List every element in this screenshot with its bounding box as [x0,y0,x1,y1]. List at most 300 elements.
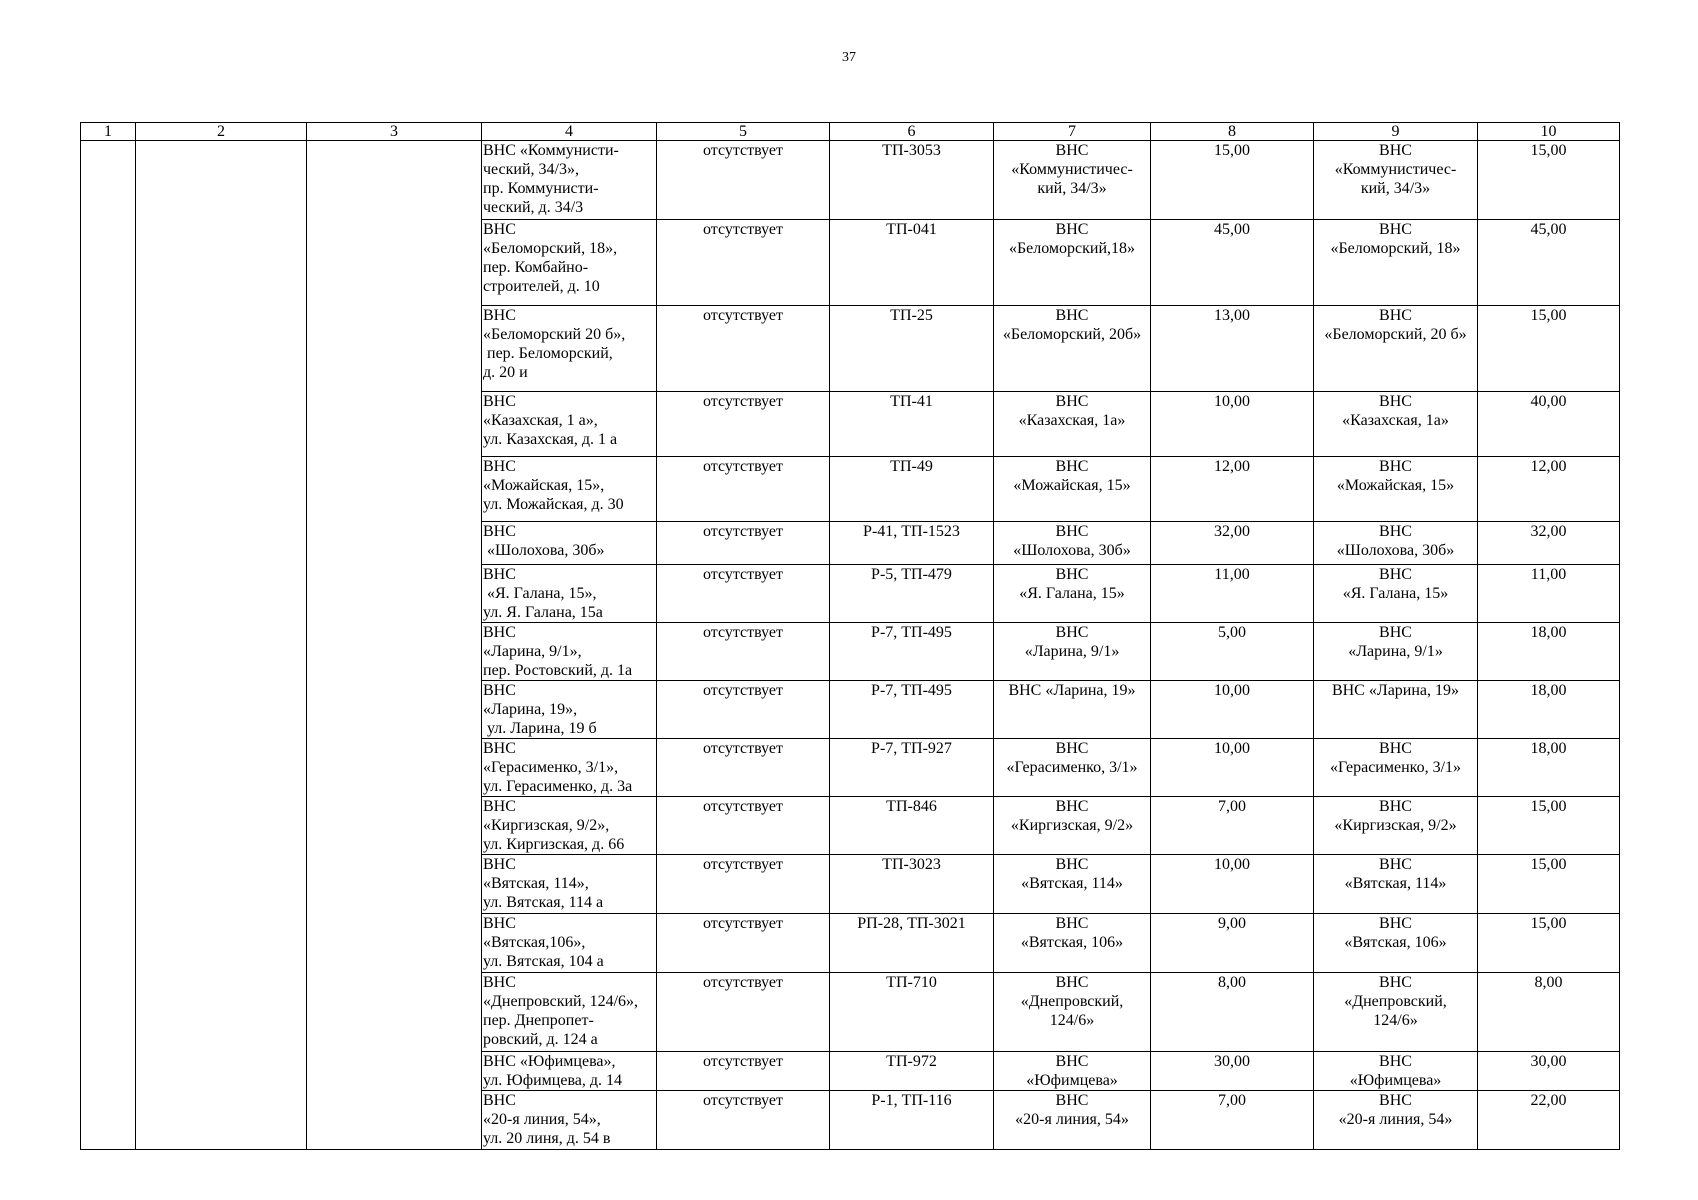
value-now-cell: 10,00 [1151,739,1314,797]
substation-cell: ТП-49 [830,457,994,522]
name-plan-line: 124/6» [1373,1012,1418,1029]
value-plan-cell: 32,00 [1478,522,1620,565]
object-line: пер. Ростовский, д. 1а [483,662,633,679]
name-plan-cell [1314,855,1478,914]
empty-cell [307,1052,482,1091]
status-cell: отсутствует [657,392,830,457]
name-plan-line: ВНС [1379,221,1412,238]
name-plan-cell [1314,914,1478,973]
empty-cell [307,220,482,306]
empty-cell [81,797,136,855]
empty-cell [136,623,307,681]
substation-cell: ТП-25 [830,306,994,392]
page-number: 37 [842,50,856,65]
empty-cell [81,565,136,623]
value-now-cell: 45,00 [1151,220,1314,306]
column-number: 5 [657,123,830,141]
name-plan-cell [1314,141,1478,220]
object-line: «Днепровский, 124/6», [483,993,639,1010]
table-row [81,623,1620,681]
name-plan-cell [1314,306,1478,392]
substation-cell: Р-7, ТП-495 [830,623,994,681]
substation-cell: РП-28, ТП-3021 [830,914,994,973]
object-line: «Ларина, 19», [483,701,578,718]
empty-cell [136,522,307,565]
name-now-line: кий, 34/3» [1037,180,1107,197]
table-row [81,1091,1620,1150]
object-line: ческий, д. 34/3 [483,199,584,216]
name-plan-cell [1314,565,1478,623]
value-now-cell: 30,00 [1151,1052,1314,1091]
name-now-cell [994,141,1151,220]
object-line: ул. Вятская, 104 а [483,953,604,970]
empty-cell [136,141,307,220]
object-line: «Вятская,106», [483,934,586,951]
empty-cell [81,457,136,522]
object-line: ул. Герасименко, д. 3а [483,778,633,795]
object-cell [482,522,657,565]
table-row [81,392,1620,457]
status-cell: отсутствует [657,522,830,565]
empty-cell [136,306,307,392]
name-now-cell [994,623,1151,681]
empty-cell [136,1091,307,1150]
name-now-line: «Я. Галана, 15» [1019,585,1125,602]
name-plan-line: «Шолохова, 30б» [1336,542,1455,559]
name-now-line: «20-я линия, 54» [1015,1111,1129,1128]
object-line: ул. Вятская, 114 а [483,894,604,911]
table-row [81,565,1620,623]
name-plan-cell [1314,739,1478,797]
empty-cell [307,855,482,914]
object-line: ВНС [483,798,516,815]
name-plan-line: ВНС [1379,566,1412,583]
name-plan-line: ВНС [1379,915,1412,932]
status-cell: отсутствует [657,973,830,1052]
empty-cell [307,973,482,1052]
name-now-line: ВНС [1055,221,1089,238]
table-row [81,1052,1620,1091]
object-line: д. 20 и [483,364,528,381]
object-cell [482,914,657,973]
name-now-line: «Вятская, 106» [1020,934,1124,951]
name-plan-line: «Коммунистичес- [1334,161,1457,178]
name-now-cell [994,1091,1151,1150]
empty-cell [136,855,307,914]
empty-cell [307,457,482,522]
name-now-line: ВНС «Ларина, 19» [1008,682,1136,699]
object-cell [482,220,657,306]
name-plan-line: ВНС [1379,798,1412,815]
column-number: 4 [482,123,657,141]
object-line: ВНС [483,221,516,238]
empty-cell [136,392,307,457]
empty-cell [81,392,136,457]
name-plan-line: ВНС «Ларина, 19» [1331,682,1460,699]
name-now-cell [994,681,1151,739]
empty-cell [81,1052,136,1091]
object-line: ВНС [483,566,516,583]
object-line: «Киргизская, 9/2», [483,817,610,834]
table-row [81,914,1620,973]
value-now-cell: 5,00 [1151,623,1314,681]
empty-cell [81,141,136,220]
object-line: «Я. Галана, 15», [483,585,597,602]
name-now-line: «Коммунистичес- [1011,161,1133,178]
object-cell [482,457,657,522]
object-line: «Ларина, 9/1», [483,643,582,660]
status-cell: отсутствует [657,623,830,681]
name-now-line: «Вятская, 114» [1021,875,1123,892]
column-number: 6 [830,123,994,141]
empty-cell [81,522,136,565]
empty-cell [307,522,482,565]
value-plan-cell: 12,00 [1478,457,1620,522]
object-cell [482,392,657,457]
value-now-cell: 32,00 [1151,522,1314,565]
status-cell: отсутствует [657,457,830,522]
object-line: ВНС «Коммунисти- [483,142,619,159]
status-cell: отсутствует [657,220,830,306]
name-plan-cell [1314,1052,1478,1091]
value-now-cell: 10,00 [1151,392,1314,457]
table-row [81,739,1620,797]
empty-cell [136,739,307,797]
substation-cell: Р-5, ТП-479 [830,565,994,623]
name-now-line: ВНС [1055,307,1089,324]
object-line: ВНС [483,915,516,932]
status-cell: отсутствует [657,914,830,973]
name-plan-line: «Ларина, 9/1» [1348,643,1443,660]
substation-cell: Р-41, ТП-1523 [830,522,994,565]
name-now-line: «Ларина, 9/1» [1024,643,1120,660]
value-now-cell: 13,00 [1151,306,1314,392]
column-number: 1 [81,123,136,141]
name-plan-line: ВНС [1379,740,1412,757]
name-now-line: ВНС [1055,915,1089,932]
name-now-line: ВНС [1055,624,1089,641]
name-plan-line: «Вятская, 106» [1344,934,1447,951]
value-plan-cell: 18,00 [1478,739,1620,797]
name-plan-cell [1314,392,1478,457]
object-line: ВНС [483,523,516,540]
empty-cell [307,681,482,739]
name-now-line: «Беломорский,18» [1008,240,1136,257]
status-cell: отсутствует [657,141,830,220]
name-now-line: ВНС [1055,393,1089,410]
object-cell [482,565,657,623]
name-now-cell [994,306,1151,392]
object-cell [482,681,657,739]
empty-cell [307,565,482,623]
name-now-line: ВНС [1055,523,1089,540]
name-now-line: «Герасименко, 3/1» [1006,759,1138,776]
object-cell [482,797,657,855]
name-plan-line: «Беломорский, 18» [1330,240,1461,257]
name-now-line: «Киргизская, 9/2» [1010,817,1134,834]
object-line: ВНС [483,624,516,641]
name-now-cell [994,914,1151,973]
name-now-line: ВНС [1055,856,1089,873]
object-line: «Вятская, 114», [483,875,589,892]
table-row [81,681,1620,739]
table-row [81,141,1620,220]
substation-cell: ТП-3023 [830,855,994,914]
empty-cell [81,1091,136,1150]
object-line: ческий, 34/3», [483,161,579,178]
status-cell: отсутствует [657,565,830,623]
name-plan-line: кий, 34/3» [1360,180,1431,197]
column-number-row [81,123,1620,141]
substation-cell: ТП-846 [830,797,994,855]
object-line: ул. 20 линя, д. 54 в [483,1130,611,1147]
table-row [81,306,1620,392]
name-plan-line: «Герасименко, 3/1» [1329,759,1462,776]
status-cell: отсутствует [657,739,830,797]
value-plan-cell: 11,00 [1478,565,1620,623]
object-line: «Беломорский, 18», [483,240,618,257]
value-plan-cell: 15,00 [1478,141,1620,220]
empty-cell [81,855,136,914]
object-cell [482,973,657,1052]
empty-cell [307,306,482,392]
object-line: ВНС [483,1092,516,1109]
name-now-line: «Беломорский, 20б» [1002,326,1142,343]
substation-cell: ТП-041 [830,220,994,306]
object-cell [482,306,657,392]
name-now-cell [994,522,1151,565]
substation-cell: Р-1, ТП-116 [830,1091,994,1150]
empty-cell [81,220,136,306]
value-plan-cell: 15,00 [1478,797,1620,855]
name-plan-line: ВНС [1379,142,1412,159]
name-plan-line: «Я. Галана, 15» [1342,585,1449,602]
object-cell [482,623,657,681]
status-cell: отсутствует [657,797,830,855]
object-line: ВНС [483,458,516,475]
object-line: ВНС [483,974,516,991]
name-now-line: ВНС [1055,974,1089,991]
name-now-line: ВНС [1055,1092,1089,1109]
name-plan-line: ВНС [1379,458,1412,475]
value-plan-cell: 8,00 [1478,973,1620,1052]
object-line: пр. Коммунисти- [483,180,599,197]
object-line: «Шолохова, 30б» [483,542,605,559]
empty-cell [81,623,136,681]
name-plan-cell [1314,623,1478,681]
status-cell: отсутствует [657,306,830,392]
name-now-line: ВНС [1055,798,1089,815]
name-now-line: ВНС [1055,142,1089,159]
object-line: строителей, д. 10 [483,278,600,295]
name-now-cell [994,1052,1151,1091]
name-plan-line: ВНС [1379,307,1412,324]
name-plan-line: ВНС [1379,393,1412,410]
value-now-cell: 11,00 [1151,565,1314,623]
object-line: ВНС [483,740,516,757]
empty-cell [307,739,482,797]
name-now-line: «Шолохова, 30б» [1013,542,1131,559]
empty-cell [307,141,482,220]
name-plan-line: «20-я линия, 54» [1338,1111,1453,1128]
object-line: «Беломорский 20 б», [483,326,626,343]
value-now-cell: 7,00 [1151,797,1314,855]
column-number: 8 [1151,123,1314,141]
empty-cell [136,681,307,739]
object-cell [482,739,657,797]
empty-cell [136,914,307,973]
name-plan-cell [1314,973,1478,1052]
object-line: ул. Можайская, д. 30 [483,496,624,513]
name-plan-line: ВНС [1379,624,1412,641]
table-row [81,220,1620,306]
object-line: ул. Ларина, 19 б [483,720,597,737]
name-now-cell [994,392,1151,457]
empty-cell [81,681,136,739]
status-cell: отсутствует [657,681,830,739]
object-line: ВНС [483,393,516,410]
value-plan-cell: 15,00 [1478,855,1620,914]
value-plan-cell: 22,00 [1478,1091,1620,1150]
name-now-cell [994,457,1151,522]
empty-cell [136,1052,307,1091]
name-plan-cell [1314,457,1478,522]
name-now-cell [994,855,1151,914]
column-number: 10 [1478,123,1620,141]
name-now-cell [994,973,1151,1052]
table-row [81,797,1620,855]
name-plan-line: ВНС [1379,856,1412,873]
object-line: ВНС [483,856,516,873]
name-plan-cell [1314,220,1478,306]
status-cell: отсутствует [657,855,830,914]
value-plan-cell: 15,00 [1478,306,1620,392]
name-plan-line: ВНС [1379,523,1412,540]
substation-cell: ТП-710 [830,973,994,1052]
value-now-cell: 7,00 [1151,1091,1314,1150]
table-row [81,457,1620,522]
column-number: 3 [307,123,482,141]
empty-cell [136,220,307,306]
name-plan-line: «Днепровский, [1344,993,1447,1010]
empty-cell [136,565,307,623]
column-number: 2 [136,123,307,141]
table-row [81,973,1620,1052]
name-now-line: ВНС [1055,458,1089,475]
empty-cell [136,973,307,1052]
name-plan-cell [1314,681,1478,739]
name-now-line: ВНС [1055,1053,1089,1070]
name-now-cell [994,565,1151,623]
object-cell [482,1052,657,1091]
value-plan-cell: 45,00 [1478,220,1620,306]
name-plan-cell [1314,1091,1478,1150]
value-plan-cell: 15,00 [1478,914,1620,973]
object-cell [482,1091,657,1150]
name-plan-line: ВНС [1379,1092,1412,1109]
object-line: «Можайская, 15», [483,477,605,494]
name-now-cell [994,739,1151,797]
object-line: «Герасименко, 3/1», [483,759,619,776]
empty-cell [307,623,482,681]
empty-cell [81,914,136,973]
substation-cell: Р-7, ТП-495 [830,681,994,739]
name-plan-line: «Киргизская, 9/2» [1334,817,1457,834]
value-now-cell: 10,00 [1151,855,1314,914]
name-plan-cell [1314,797,1478,855]
name-plan-line: «Вятская, 114» [1344,875,1447,892]
object-line: ровский, д. 124 а [483,1031,598,1048]
object-line: пер. Комбайно- [483,259,589,276]
empty-cell [136,457,307,522]
name-now-line: ВНС [1055,566,1089,583]
value-plan-cell: 40,00 [1478,392,1620,457]
name-now-cell [994,797,1151,855]
data-table [80,122,1620,1150]
object-line: ВНС «Юфимцева», [483,1053,616,1070]
name-plan-line: «Беломорский, 20 б» [1324,326,1467,343]
name-now-line: «Можайская, 15» [1013,477,1131,494]
name-plan-line: «Казахская, 1а» [1342,412,1449,429]
object-line: «Казахская, 1 а», [483,412,598,429]
object-line: ВНС [483,682,516,699]
substation-cell: ТП-41 [830,392,994,457]
name-plan-line: «Юфимцева» [1349,1072,1442,1089]
substation-cell: Р-7, ТП-927 [830,739,994,797]
value-plan-cell: 30,00 [1478,1052,1620,1091]
name-now-cell [994,220,1151,306]
empty-cell [136,797,307,855]
value-now-cell: 8,00 [1151,973,1314,1052]
name-now-line: «Днепровский, [1020,993,1124,1010]
empty-cell [307,797,482,855]
substation-cell: ТП-3053 [830,141,994,220]
name-plan-cell [1314,522,1478,565]
column-number: 9 [1314,123,1478,141]
value-now-cell: 12,00 [1151,457,1314,522]
object-line: пер. Беломорский, [483,345,613,362]
value-now-cell: 9,00 [1151,914,1314,973]
value-now-cell: 15,00 [1151,141,1314,220]
empty-cell [307,392,482,457]
object-cell [482,855,657,914]
empty-cell [81,306,136,392]
object-line: ул. Юфимцева, д. 14 [483,1072,623,1089]
name-now-line: ВНС [1055,740,1089,757]
value-plan-cell: 18,00 [1478,681,1620,739]
object-line: пер. Днепропет- [483,1012,594,1029]
status-cell: отсутствует [657,1091,830,1150]
name-now-line: 124/6» [1049,1012,1095,1029]
name-now-line: «Казахская, 1а» [1018,412,1126,429]
object-cell [482,141,657,220]
name-plan-line: «Можайская, 15» [1336,477,1455,494]
substation-cell: ТП-972 [830,1052,994,1091]
object-line: ВНС [483,307,516,324]
value-now-cell: 10,00 [1151,681,1314,739]
empty-cell [81,973,136,1052]
empty-cell [81,739,136,797]
object-line: «20-я линия, 54», [483,1111,601,1128]
column-number: 7 [994,123,1151,141]
object-line: ул. Киргизская, д. 66 [483,836,625,853]
value-plan-cell: 18,00 [1478,623,1620,681]
name-now-line: «Юфимцева» [1026,1072,1118,1089]
status-cell: отсутствует [657,1052,830,1091]
empty-cell [307,914,482,973]
name-plan-line: ВНС [1379,1053,1412,1070]
object-line: ул. Казахская, д. 1 а [483,431,618,448]
